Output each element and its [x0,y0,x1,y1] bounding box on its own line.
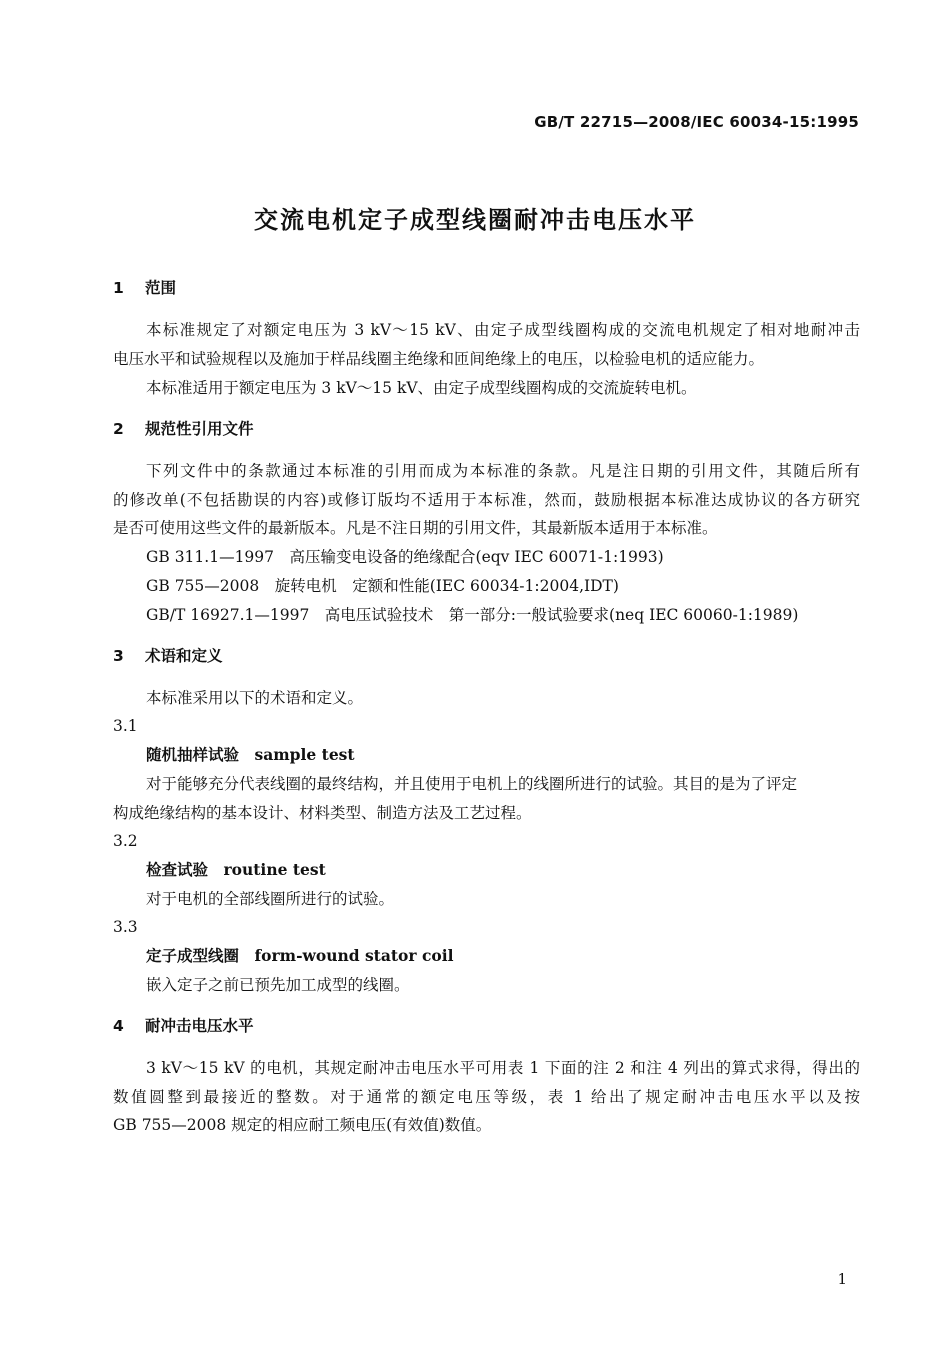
term-number: 3.1 [113,717,138,735]
reference-item: GB 311.1—1997 高压输变电设备的绝缘配合(eqv IEC 60071-1:1993) [146,548,664,566]
section-number: 3 [113,647,124,665]
paragraph-line: 是否可使用这些文件的最新版本。凡是不注日期的引用文件，其最新版本适用于本标准。 [113,519,718,537]
section-1-heading [113,278,176,298]
reference-item: GB 755—2008 旋转电机 定额和性能(IEC 60034-1:2004,IDT) [146,577,619,595]
term-definition: 构成绝缘结构的基本设计、材料类型、制造方法及工艺过程。 [113,804,532,822]
term-title: 随机抽样试验 sample test [146,745,355,764]
term-number: 3.3 [113,918,138,936]
paragraph-line: 数值圆整到最接近的整数。对于通常的额定电压等级，表 1 给出了规定耐冲击电压水平以及按 [113,1088,860,1106]
paragraph-line: 下列文件中的条款通过本标准的引用而成为本标准的条款。凡是注日期的引用文件，其随后所有 [146,462,860,480]
paragraph-line: 本标准适用于额定电压为 3 kV～15 kV、由定子成型线圈构成的交流旋转电机。 [146,379,697,397]
section-title: 范围 [145,279,177,297]
document-title: 交流电机定子成型线圈耐冲击电压水平 [254,206,696,234]
paragraph-line: 3 kV～15 kV 的电机，其规定耐冲击电压水平可用表 1 下面的注 2 和注 4 列出的算式求得，得出的 [146,1059,860,1077]
section-number: 2 [113,420,124,438]
section-number: 1 [113,279,124,297]
section-title: 耐冲击电压水平 [145,1017,254,1035]
paragraph-line: 的修改单(不包括勘误的内容)或修订版均不适用于本标准，然而，鼓励根据本标准达成协议的各方研究 [113,491,860,509]
term-definition: 对于能够充分代表线圈的最终结构，并且使用于电机上的线圈所进行的试验。其目的是为了评定 [146,775,798,793]
section-title: 规范性引用文件 [145,420,254,438]
section-3-heading [113,646,223,666]
section-2-heading [113,419,254,439]
paragraph-line: 电压水平和试验规程以及施加于样品线圈主绝缘和匝间绝缘上的电压，以检验电机的适应能力。 [113,350,765,368]
section-title: 术语和定义 [145,647,223,665]
paragraph-line: 本标准规定了对额定电压为 3 kV～15 kV、由定子成型线圈构成的交流电机规定了相对地耐冲击 [146,321,860,339]
section-number: 4 [113,1017,124,1035]
term-number: 3.2 [113,832,138,850]
section-4-heading [113,1016,254,1036]
term-definition: 嵌入定子之前已预先加工成型的线圈。 [146,976,410,994]
paragraph-line: 本标准采用以下的术语和定义。 [146,689,364,707]
paragraph-line: GB 755—2008 规定的相应耐工频电压(有效值)数值。 [113,1116,492,1134]
term-title: 检查试验 routine test [146,860,326,879]
term-title: 定子成型线圈 form-wound stator coil [146,946,454,965]
reference-item: GB/T 16927.1—1997 高电压试验技术 第一部分:一般试验要求(neq IEC 60060-1:1989) [146,606,799,624]
term-definition: 对于电机的全部线圈所进行的试验。 [146,890,395,908]
page-number: 1 [837,1270,847,1288]
standard-code: GB/T 22715—2008/IEC 60034-15:1995 [534,113,859,131]
